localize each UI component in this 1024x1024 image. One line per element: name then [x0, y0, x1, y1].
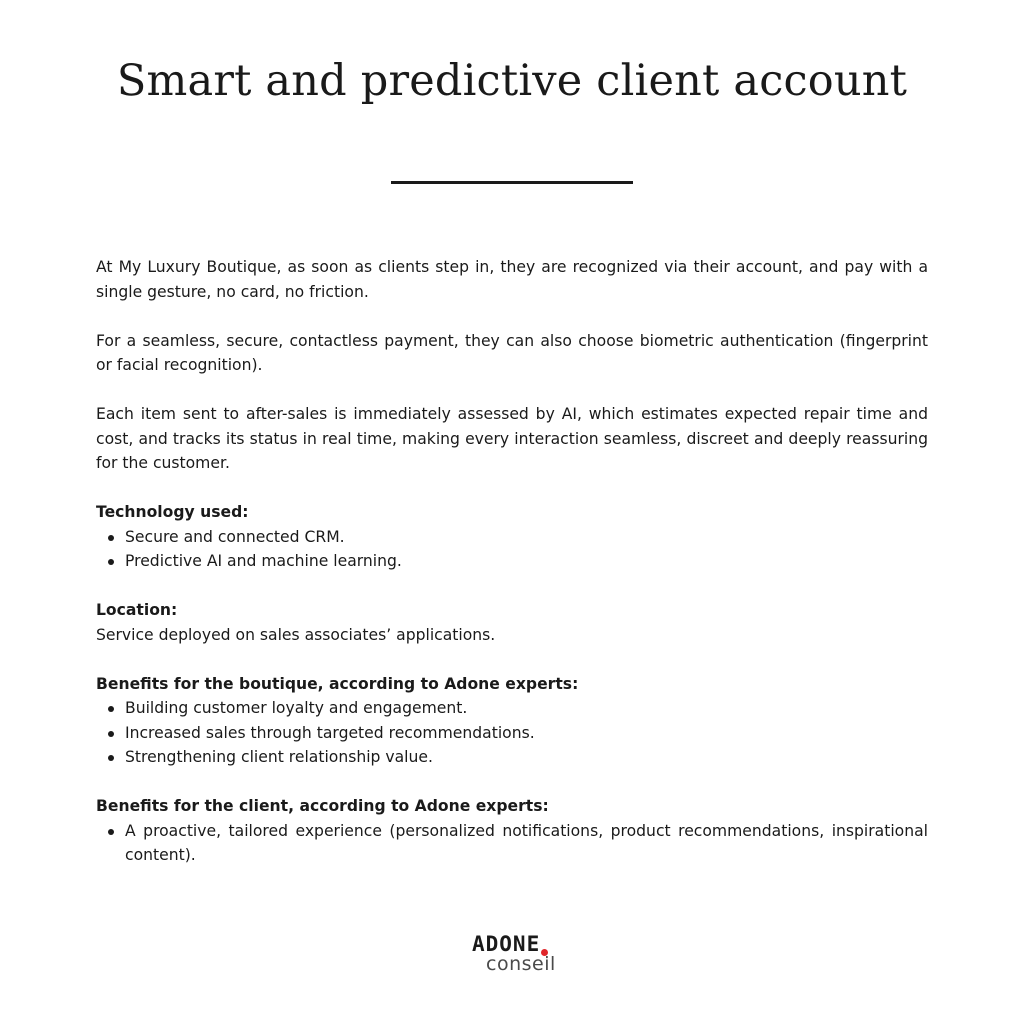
list-item: Secure and connected CRM. — [96, 525, 928, 550]
article-body — [96, 255, 928, 868]
boutique-benefits-heading: Benefits for the boutique, according to Adone experts: — [96, 674, 579, 693]
boutique-benefits-list — [96, 696, 928, 770]
logo-wordmark-bottom: conseil — [486, 953, 556, 975]
technology-heading: Technology used: — [96, 503, 249, 521]
list-item: Building customer loyalty and engagement. — [96, 696, 928, 721]
intro-paragraph: At My Luxury Boutique, as soon as clients step in, they are recognized via their account, and pay with a single gesture, no card, no friction. — [96, 258, 928, 301]
client-benefits-heading: Benefits for the client, according to Adone experts: — [96, 797, 549, 815]
list-item: A proactive, tailored experience (personalized notifications, product recommendations, inspirational content). — [96, 819, 928, 868]
list-item: Predictive AI and machine learning. — [96, 549, 928, 574]
technology-list — [96, 525, 928, 574]
list-item: Strengthening client relationship value. — [96, 745, 928, 770]
payment-paragraph: For a seamless, secure, contactless payment, they can also choose biometric authentication (fingerprint or facial recognition). — [96, 331, 928, 374]
after-sales-paragraph: Each item sent to after-sales is immediately assessed by AI, which estimates expected repair time and cost, and tracks its status in real time, making every interaction seamless, discreet and deeply reassuring for the customer. — [96, 405, 928, 472]
title-divider — [391, 181, 633, 184]
list-item: Increased sales through targeted recommendations. — [96, 721, 928, 746]
logo-wordmark-top: ADONE — [472, 932, 541, 956]
client-benefits-list — [96, 819, 928, 868]
adone-conseil-logo — [470, 932, 560, 978]
location-heading: Location: — [96, 601, 178, 619]
page-title: Smart and predictive client account — [116, 56, 908, 106]
location-text: Service deployed on sales associates’ applications. — [96, 625, 496, 644]
